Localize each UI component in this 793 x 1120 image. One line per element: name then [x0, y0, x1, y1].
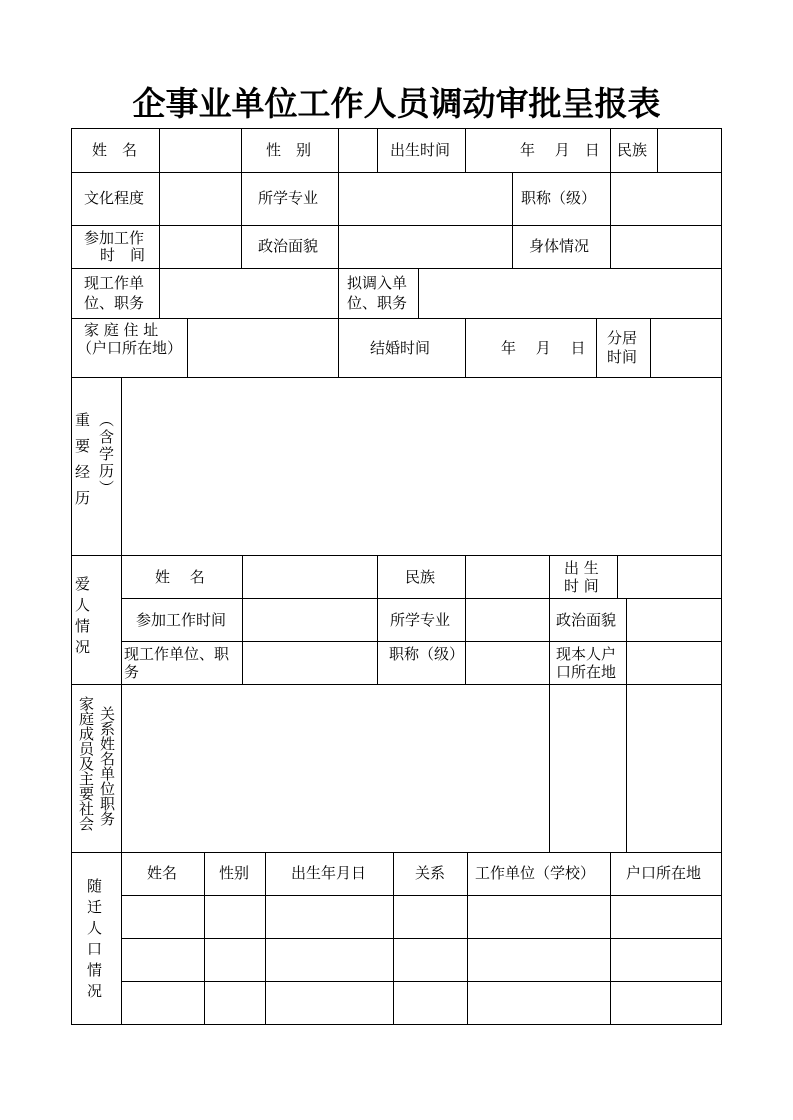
grid-line	[204, 852, 205, 1024]
form-title: 企事业单位工作人员调动审批呈报表	[132, 84, 661, 123]
grid-line	[121, 938, 722, 939]
grid-line	[71, 852, 722, 853]
migrants-header-name: 姓名	[147, 864, 178, 882]
grid-line	[187, 318, 188, 377]
grid-line	[71, 225, 722, 226]
grid-line	[610, 852, 611, 1024]
grid-line	[610, 172, 611, 268]
grid-line	[242, 555, 243, 684]
grid-line	[71, 555, 722, 556]
grid-line	[626, 684, 627, 852]
birth-date-placeholder: 年 月 日	[520, 141, 600, 159]
grid-line	[467, 852, 468, 1024]
grid-line	[338, 268, 339, 318]
gender-label: 性 别	[266, 141, 312, 159]
grid-line	[549, 684, 550, 852]
grid-line	[71, 1024, 722, 1025]
grid-line	[657, 128, 658, 172]
grid-line	[377, 128, 378, 172]
spouse-unit-label-line1: 现工作单位、职	[124, 645, 230, 663]
spouse-label: 爱人情况	[73, 576, 91, 660]
grid-line	[393, 852, 394, 1024]
health-label: 身体情况	[529, 237, 590, 255]
family-label: 关系姓名单位职务	[98, 706, 116, 826]
grid-line	[465, 318, 466, 377]
grid-line	[121, 377, 122, 555]
grid-line	[549, 555, 550, 684]
spouse-hukou-label-line1: 现本人户	[556, 645, 617, 663]
family-label-sub: 家庭成员及主要社会	[77, 696, 95, 831]
spouse-ethnicity-label: 民族	[405, 568, 436, 586]
grid-line	[159, 172, 160, 268]
history-label: 重要经历	[73, 412, 91, 516]
grid-line	[610, 128, 611, 172]
political-label: 政治面貌	[258, 237, 319, 255]
spouse-major-label: 所学专业	[390, 611, 451, 629]
grid-line	[241, 172, 242, 268]
grid-line	[71, 684, 722, 685]
grid-line	[71, 128, 722, 129]
spouse-birth-label-line2: 时 间	[564, 577, 599, 595]
grid-line	[159, 128, 160, 172]
grid-line	[71, 268, 722, 269]
migrants-label: 随迁人口情况	[85, 878, 103, 1004]
marriage-label: 结婚时间	[370, 339, 431, 357]
grid-line	[377, 555, 378, 684]
separate-label-line1: 分居	[607, 329, 638, 347]
current-unit-label-line2: 位、职务	[84, 294, 145, 312]
spouse-unit-label-line2: 务	[124, 663, 140, 681]
grid-line	[159, 268, 160, 318]
title-level-label: 职称（级）	[521, 189, 597, 207]
spouse-work-start-label: 参加工作时间	[136, 611, 227, 629]
grid-line	[121, 895, 722, 896]
spouse-political-label: 政治面貌	[556, 611, 617, 629]
grid-line	[71, 128, 72, 1025]
migrants-header-relation: 关系	[415, 864, 446, 882]
migrants-header-workplace: 工作单位（学校）	[475, 864, 596, 882]
separate-label-line2: 时间	[607, 348, 638, 366]
grid-line	[512, 172, 513, 268]
work-start-label-line2: 时 间	[100, 246, 146, 264]
grid-line	[71, 377, 722, 378]
grid-line	[626, 598, 627, 684]
education-label: 文化程度	[84, 189, 145, 207]
grid-line	[71, 318, 722, 319]
current-unit-label-line1: 现工作单	[84, 274, 145, 292]
grid-line	[418, 268, 419, 318]
grid-line	[265, 852, 266, 1024]
grid-line	[121, 981, 722, 982]
name-label: 姓 名	[92, 141, 138, 159]
target-unit-label-line1: 拟调入单	[347, 274, 408, 292]
grid-line	[338, 318, 339, 377]
grid-line	[121, 555, 122, 684]
address-label-line1: 家 庭 住 址	[84, 321, 159, 339]
major-label: 所学专业	[258, 189, 319, 207]
history-label-sub: （含学历）	[97, 412, 115, 497]
spouse-name-label: 姓 名	[155, 568, 205, 586]
grid-line	[121, 852, 122, 1024]
grid-line	[121, 684, 122, 852]
spouse-title-level-label: 职称（级）	[389, 645, 465, 663]
birth-label: 出生时间	[390, 141, 451, 159]
grid-line	[650, 318, 651, 377]
grid-line	[71, 172, 722, 173]
ethnicity-label: 民族	[617, 141, 648, 159]
grid-line	[121, 641, 722, 642]
migrants-header-hukou: 户口所在地	[626, 864, 702, 882]
grid-line	[241, 128, 242, 172]
migrants-header-birth: 出生年月日	[291, 864, 367, 882]
grid-line	[465, 128, 466, 172]
spouse-hukou-label-line2: 口所在地	[556, 663, 617, 681]
grid-line	[338, 128, 339, 172]
marriage-date-placeholder: 年 月 日	[501, 339, 586, 357]
grid-line	[596, 318, 597, 377]
grid-line	[338, 172, 339, 268]
grid-line	[617, 555, 618, 598]
spouse-birth-label-line1: 出 生	[564, 559, 599, 577]
work-start-label-line1: 参加工作	[84, 229, 145, 247]
address-label-line2: （户口所在地）	[77, 339, 183, 357]
migrants-header-gender: 性别	[219, 864, 250, 882]
grid-line	[121, 598, 722, 599]
grid-line	[721, 128, 722, 1025]
grid-line	[465, 555, 466, 684]
target-unit-label-line2: 位、职务	[347, 294, 408, 312]
